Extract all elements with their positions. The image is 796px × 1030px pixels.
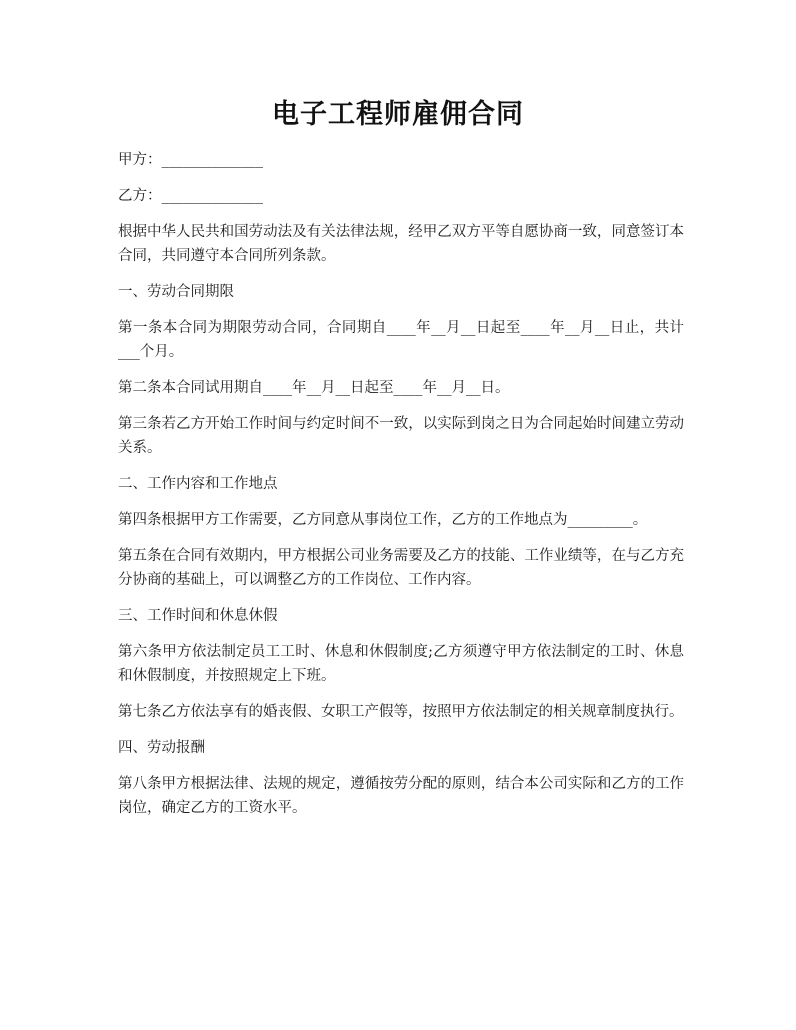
- party-b-line: 乙方：______________: [118, 188, 263, 204]
- document-title: 电子工程师雇佣合同: [272, 99, 524, 130]
- clause-1: 第一条本合同为期限劳动合同，合同期自____年__月__日起至____年__月__日止，共计___个月。: [118, 320, 684, 360]
- section-heading-hours: 三、工作时间和休息休假: [118, 608, 278, 624]
- clause-6: 第六条甲方依法制定员工工时、休息和休假制度;乙方须遵守甲方依法制定的工时、休息和休假制度，并按照规定上下班。: [118, 644, 684, 684]
- clause-3: 第三条若乙方开始工作时间与约定时间不一致，以实际到岗之日为合同起始时间建立劳动关系。: [118, 416, 684, 456]
- clause-8: 第八条甲方根据法律、法规的规定，遵循按劳分配的原则，结合本公司实际和乙方的工作岗位，确定乙方的工资水平。: [118, 776, 684, 816]
- intro-paragraph: 根据中华人民共和国劳动法及有关法律法规，经甲乙双方平等自愿协商一致，同意签订本合同，共同遵守本合同所列条款。: [118, 224, 684, 264]
- clause-7: 第七条乙方依法享有的婚丧假、女职工产假等，按照甲方依法制定的相关规章制度执行。: [118, 704, 684, 720]
- document-body: [118, 148, 684, 832]
- party-a-line: 甲方：______________: [118, 152, 263, 168]
- clause-2: 第二条本合同试用期自____年__月__日起至____年__月__日。: [118, 380, 510, 396]
- clause-5: 第五条在合同有效期内，甲方根据公司业务需要及乙方的技能、工作业绩等，在与乙方充分协商的基础上，可以调整乙方的工作岗位、工作内容。: [118, 548, 684, 588]
- section-heading-pay: 四、劳动报酬: [118, 740, 205, 756]
- section-heading-work: 二、工作内容和工作地点: [118, 476, 278, 492]
- clause-4: 第四条根据甲方工作需要，乙方同意从事岗位工作，乙方的工作地点为_________。: [118, 512, 648, 528]
- section-heading-term: 一、劳动合同期限: [118, 284, 234, 300]
